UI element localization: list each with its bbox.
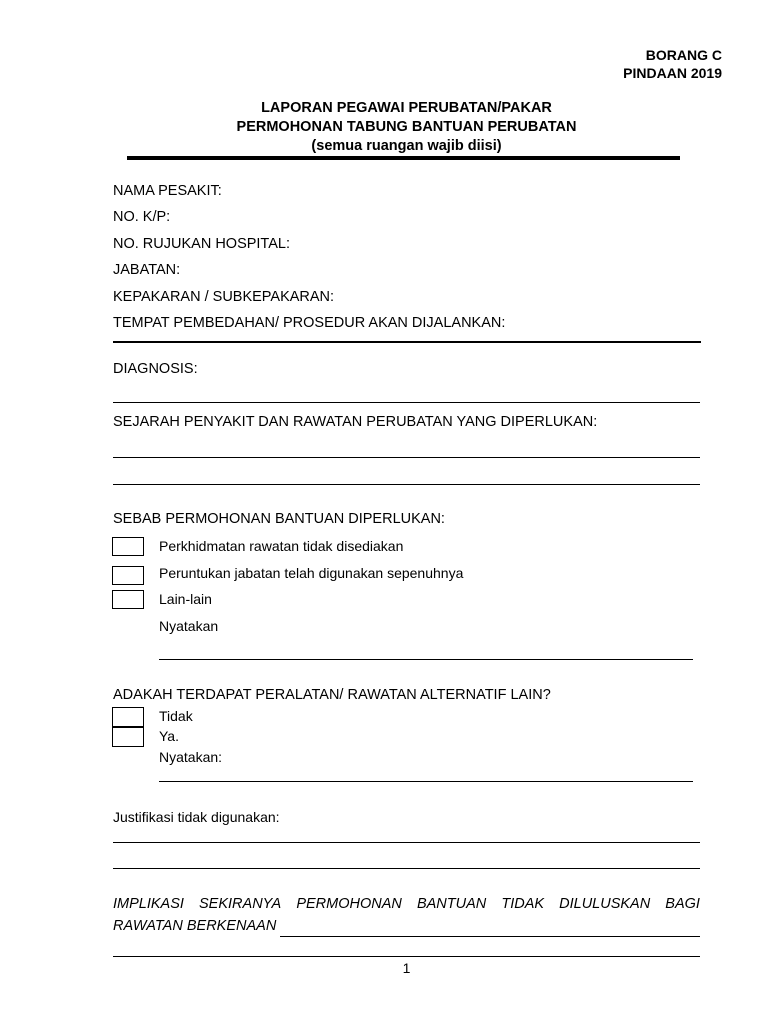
diagnosis-label: DIAGNOSIS: <box>113 361 198 377</box>
diagnosis-input-line[interactable] <box>113 402 700 403</box>
field-department: JABATAN: <box>113 262 181 278</box>
alternative-specify-line[interactable] <box>159 781 693 782</box>
implication-word: BAGI <box>665 896 700 912</box>
history-input-line-1[interactable] <box>113 457 700 458</box>
implication-word: SEKIRANYA <box>199 896 282 912</box>
field-hospital-reference: NO. RUJUKAN HOSPITAL: <box>113 236 290 252</box>
alternative-checkbox-no[interactable] <box>112 707 144 727</box>
justification-label: Justifikasi tidak digunakan: <box>113 809 280 825</box>
implication-word: BANTUAN <box>416 896 487 912</box>
form-code-block <box>623 46 722 82</box>
implication-input-line[interactable] <box>280 922 700 937</box>
justification-input-line-2[interactable] <box>113 868 700 869</box>
implication-word: PERMOHONAN <box>296 896 402 912</box>
implication-line-2-text: RAWATAN BERKENAAN <box>113 918 277 934</box>
reason-checkbox-no-service[interactable] <box>112 537 144 556</box>
implication-line-1 <box>113 893 700 915</box>
implication-statement <box>113 893 700 937</box>
field-specialty: KEPAKARAN / SUBKEPAKARAN: <box>113 289 335 305</box>
alternative-checkbox-yes[interactable] <box>112 727 144 747</box>
implication-line-2 <box>113 915 700 937</box>
alternative-specify-label: Nyatakan: <box>159 749 223 765</box>
implication-word: IMPLIKASI <box>113 896 184 912</box>
reason-specify-line[interactable] <box>159 659 693 660</box>
alternative-option-yes: Ya. <box>159 728 179 744</box>
implication-word: TIDAK <box>501 896 545 912</box>
field-ic-number: NO. K/P: <box>113 209 171 225</box>
form-code: BORANG C <box>645 47 722 63</box>
implication-input-line-2[interactable] <box>113 956 700 957</box>
reason-checkbox-other[interactable] <box>112 590 144 609</box>
amendment-year: PINDAAN 2019 <box>623 65 722 81</box>
alternative-label: ADAKAH TERDAPAT PERALATAN/ RAWATAN ALTERNATIF LAIN? <box>113 687 551 703</box>
reason-checkbox-budget-used[interactable] <box>112 566 144 585</box>
document-title <box>0 99 768 156</box>
field-patient-name: NAMA PESAKIT: <box>113 183 222 199</box>
section-divider <box>113 341 701 343</box>
reason-option-budget-used: Peruntukan jabatan telah digunakan sepenuhnya <box>159 565 464 581</box>
field-procedure-location: TEMPAT PEMBEDAHAN/ PROSEDUR AKAN DIJALANKAN: <box>113 315 506 331</box>
title-divider <box>127 156 680 160</box>
alternative-option-no: Tidak <box>159 708 193 724</box>
reason-option-no-service: Perkhidmatan rawatan tidak disediakan <box>159 538 404 554</box>
reason-option-other: Lain-lain <box>159 591 212 607</box>
title-line-1: LAPORAN PEGAWAI PERUBATAN/PAKAR <box>261 100 552 116</box>
title-line-2: PERMOHONAN TABUNG BANTUAN PERUBATAN <box>236 119 577 135</box>
history-label: SEJARAH PENYAKIT DAN RAWATAN PERUBATAN YANG DIPERLUKAN: <box>113 414 598 430</box>
implication-word: DILULUSKAN <box>559 896 651 912</box>
history-input-line-2[interactable] <box>113 484 700 485</box>
reason-specify-label: Nyatakan <box>159 618 219 634</box>
justification-input-line-1[interactable] <box>113 842 700 843</box>
page-number: 1 <box>402 960 411 976</box>
title-line-3: (semua ruangan wajib diisi) <box>311 138 502 154</box>
reason-label: SEBAB PERMOHONAN BANTUAN DIPERLUKAN: <box>113 511 445 527</box>
